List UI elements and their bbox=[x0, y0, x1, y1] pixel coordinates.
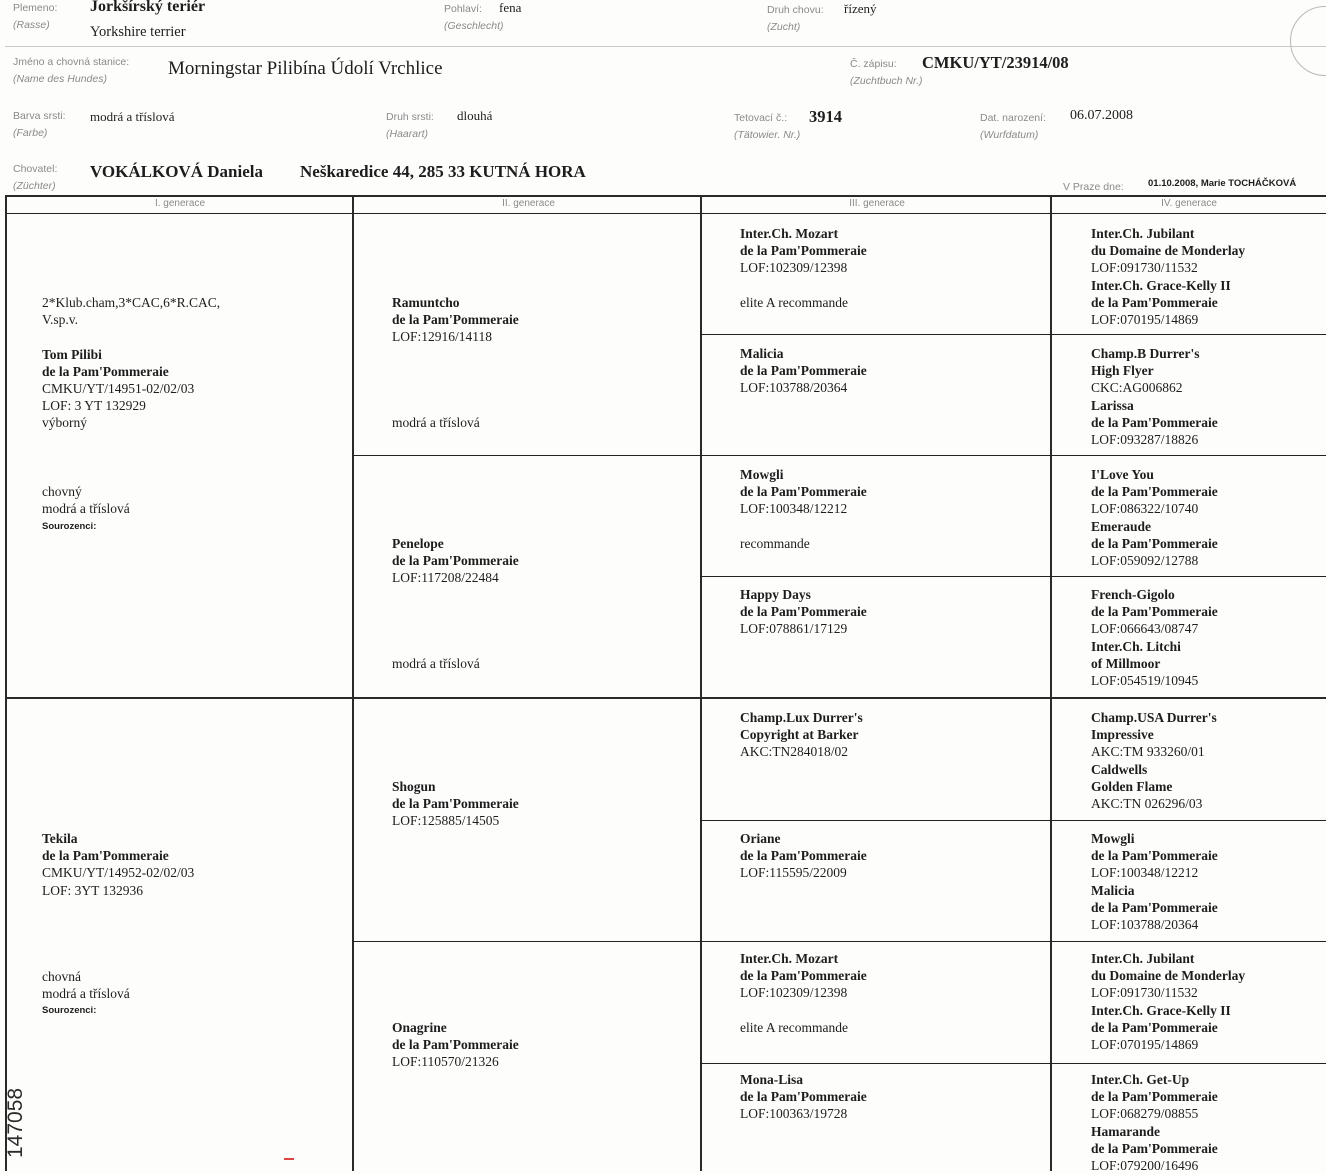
gen1-sire-siblings: Sourozenci: bbox=[42, 520, 97, 532]
gen2-dog-3-name: Shogun bbox=[392, 779, 436, 794]
gen4-pair-5 bbox=[1091, 709, 1217, 812]
gen4-pair-2-dam-name: Larissa bbox=[1091, 397, 1134, 413]
gen3-dog-6-name: Oriane bbox=[740, 831, 781, 846]
gen1-dam-kennel: de la Pam'Pommeraie bbox=[42, 848, 169, 864]
gen4-pair-8-sire-name: Inter.Ch. Get-Up bbox=[1091, 1072, 1190, 1087]
gen3-dog-4-name: Happy Days bbox=[740, 587, 811, 602]
breeding-type-label: Druh chovu: (Zucht) bbox=[767, 4, 824, 33]
gen4-pair-6-dam-name: Malicia bbox=[1091, 882, 1135, 898]
color-label: Barva srsti: (Farbe) bbox=[13, 110, 66, 139]
gen3-dog-2-reg: LOF:103788/20364 bbox=[740, 380, 848, 396]
gen2-dog-3-reg: LOF:125885/14505 bbox=[392, 813, 500, 829]
gen2-dog-4-name: Onagrine bbox=[392, 1020, 447, 1035]
gen1-dam-reg-1: CMKU/YT/14952-02/02/03 bbox=[42, 865, 195, 881]
gen4-pair-5-sire-name: Champ.USA Durrer's bbox=[1091, 710, 1217, 725]
gen2-dog-2 bbox=[392, 535, 519, 587]
birth-value: 06.07.2008 bbox=[1070, 108, 1133, 123]
gen4-pair-1-dam-reg: LOF:070195/14869 bbox=[1091, 312, 1199, 328]
tattoo-label: Tetovací č.: (Tätowier. Nr.) bbox=[734, 112, 801, 141]
gen4-pair-4-sire-kennel: de la Pam'Pommeraie bbox=[1091, 604, 1218, 620]
grid-hline-gen2-b bbox=[352, 941, 1326, 942]
gen2-dog-1 bbox=[392, 294, 519, 346]
gen4-pair-2-dam-reg: LOF:093287/18826 bbox=[1091, 432, 1199, 448]
gen3-dog-2-kennel: de la Pam'Pommeraie bbox=[740, 363, 867, 379]
gen4-pair-7-sire-reg: LOF:091730/11532 bbox=[1091, 985, 1198, 1001]
gen2-dog-4-reg: LOF:110570/21326 bbox=[392, 1054, 499, 1070]
gen3-dog-6 bbox=[740, 830, 867, 882]
gen3-dog-3-name: Mowgli bbox=[740, 467, 784, 482]
gen1-sire-reg-2: LOF: 3 YT 132929 bbox=[42, 398, 146, 414]
gen4-pair-8-dam-reg: LOF:079200/16496 bbox=[1091, 1158, 1199, 1174]
gen1-dam-name: Tekila bbox=[42, 831, 78, 846]
gen4-pair-1 bbox=[1091, 225, 1245, 328]
grid-vline-1 bbox=[352, 195, 354, 1171]
gen4-pair-4 bbox=[1091, 586, 1218, 689]
red-mark bbox=[284, 1158, 294, 1160]
gen2-dog-1-reg: LOF:12916/14118 bbox=[392, 329, 493, 345]
gen4-pair-5-sire-reg: AKC:TM 933260/01 bbox=[1091, 744, 1205, 760]
gen3-dog-5-kennel: Copyright at Barker bbox=[740, 727, 859, 743]
gen4-pair-1-sire-kennel: du Domaine de Monderlay bbox=[1091, 243, 1246, 259]
gen4-pair-8-sire-reg: LOF:068279/08855 bbox=[1091, 1106, 1199, 1122]
gen1-sire-grade: výborný bbox=[42, 415, 87, 431]
grid-vline-3 bbox=[1050, 195, 1052, 1171]
color-value: modrá a tříslová bbox=[90, 109, 175, 124]
gen1-dam bbox=[42, 830, 194, 1019]
gen-header-2: II. generace bbox=[502, 198, 555, 209]
gen3-dog-1-note: elite A recommande bbox=[740, 294, 848, 310]
gen2-dog-2-color: modrá a tříslová bbox=[392, 656, 480, 671]
dog-name-value: Morningstar Pilibína Údolí Vrchlice bbox=[168, 58, 443, 79]
official-stamp bbox=[1290, 6, 1326, 76]
gen4-pair-6-dam-reg: LOF:103788/20364 bbox=[1091, 917, 1199, 933]
gen4-pair-3-dam-reg: LOF:059092/12788 bbox=[1091, 553, 1199, 569]
gen3-dog-7-name: Inter.Ch. Mozart bbox=[740, 951, 839, 966]
gen4-pair-5-dam-name: Caldwells bbox=[1091, 761, 1148, 777]
gen4-pair-1-sire-name: Inter.Ch. Jubilant bbox=[1091, 226, 1195, 241]
gen3-dog-6-reg: LOF:115595/22009 bbox=[740, 865, 847, 881]
issued-value: 01.10.2008, Marie TOCHÁČKOVÁ bbox=[1148, 178, 1297, 189]
gen3-dog-4-reg: LOF:078861/17129 bbox=[740, 621, 848, 637]
gen4-pair-5-sire-kennel: Impressive bbox=[1091, 727, 1154, 743]
gen3-dog-1-name: Inter.Ch. Mozart bbox=[740, 226, 839, 241]
gen1-sire-color: modrá a tříslová bbox=[42, 501, 130, 517]
gen2-dog-2-reg: LOF:117208/22484 bbox=[392, 570, 499, 586]
coat-label: Druh srsti: (Haarart) bbox=[386, 111, 434, 140]
gen1-sire bbox=[42, 294, 220, 535]
gen4-pair-6-sire-reg: LOF:100348/12212 bbox=[1091, 865, 1199, 881]
gen4-pair-6-dam-kennel: de la Pam'Pommeraie bbox=[1091, 899, 1218, 915]
gen4-pair-2-sire-name: Champ.B Durrer's bbox=[1091, 346, 1200, 361]
breed-value-cz: Jorkšírský teriér bbox=[90, 0, 206, 15]
gen3-dog-1 bbox=[740, 225, 867, 311]
gen4-pair-2 bbox=[1091, 345, 1218, 448]
gen1-dam-breeding: chovná bbox=[42, 968, 81, 984]
gen1-sire-kennel: de la Pam'Pommeraie bbox=[42, 363, 169, 379]
gen4-pair-8 bbox=[1091, 1071, 1218, 1174]
name-label: Jméno a chovná stanice: (Name des Hundes) bbox=[13, 56, 130, 85]
gen3-dog-8-kennel: de la Pam'Pommeraie bbox=[740, 1089, 867, 1105]
coat-value: dlouhá bbox=[457, 108, 493, 123]
header-rule bbox=[5, 46, 1326, 47]
breeding-type-value: řízený bbox=[844, 1, 877, 16]
gen3-dog-5-name: Champ.Lux Durrer's bbox=[740, 710, 863, 725]
gen3-dog-3-note: recommande bbox=[740, 535, 810, 551]
gen4-pair-4-sire-reg: LOF:066643/08747 bbox=[1091, 621, 1199, 637]
gen2-dog-2-kennel: de la Pam'Pommeraie bbox=[392, 553, 519, 569]
gen3-dog-7-note: elite A recommande bbox=[740, 1019, 848, 1035]
gen2-dog-4-kennel: de la Pam'Pommeraie bbox=[392, 1037, 519, 1053]
sex-label: Pohlaví: (Geschlecht) bbox=[444, 3, 504, 32]
gen3-dog-7 bbox=[740, 950, 867, 1036]
gen3-dog-8-reg: LOF:100363/19728 bbox=[740, 1106, 848, 1122]
gen1-dam-reg-2: LOF: 3YT 132936 bbox=[42, 882, 144, 898]
gen4-pair-4-dam-name: Inter.Ch. Litchi bbox=[1091, 638, 1181, 654]
gen3-dog-3-kennel: de la Pam'Pommeraie bbox=[740, 484, 867, 500]
gen4-pair-3-sire-kennel: de la Pam'Pommeraie bbox=[1091, 484, 1218, 500]
gen4-pair-1-dam-name: Inter.Ch. Grace-Kelly II bbox=[1091, 277, 1231, 293]
gen4-pair-4-dam-reg: LOF:054519/10945 bbox=[1091, 673, 1199, 689]
gen3-dog-2-name: Malicia bbox=[740, 346, 784, 361]
gen2-dog-4 bbox=[392, 1019, 519, 1071]
breeder-name: VOKÁLKOVÁ Daniela bbox=[90, 162, 263, 181]
gen2-dog-1-name: Ramuntcho bbox=[392, 295, 460, 310]
grid-hline-gen2-a bbox=[352, 455, 1326, 456]
gen1-sire-reg-1: CMKU/YT/14951-02/02/03 bbox=[42, 381, 195, 396]
gen4-pair-6-sire-name: Mowgli bbox=[1091, 831, 1135, 846]
gen3-dog-2 bbox=[740, 345, 867, 397]
document-serial-number: 147058 bbox=[4, 1087, 27, 1158]
gen4-pair-2-sire-kennel: High Flyer bbox=[1091, 363, 1154, 379]
gen3-dog-4 bbox=[740, 586, 867, 638]
tattoo-value: 3914 bbox=[809, 107, 842, 126]
gen3-dog-8 bbox=[740, 1071, 867, 1123]
gen4-pair-7-sire-kennel: du Domaine de Monderlay bbox=[1091, 968, 1246, 984]
gen2-dog-3-kennel: de la Pam'Pommeraie bbox=[392, 796, 519, 812]
breed-label: Plemeno: (Rasse) bbox=[13, 2, 58, 31]
gen-header-3: III. generace bbox=[849, 198, 905, 209]
gen4-pair-8-sire-kennel: de la Pam'Pommeraie bbox=[1091, 1089, 1218, 1105]
gen2-dog-3 bbox=[392, 778, 519, 830]
gen4-pair-7-dam-reg: LOF:070195/14869 bbox=[1091, 1037, 1199, 1053]
gen3-dog-3-reg: LOF:100348/12212 bbox=[740, 501, 848, 517]
grid-hline-gen3-d bbox=[700, 1063, 1326, 1064]
gen4-pair-5-dam-kennel: Golden Flame bbox=[1091, 778, 1173, 794]
gen3-dog-7-reg: LOF:102309/12398 bbox=[740, 985, 848, 1001]
grid-hline-gen3-a bbox=[700, 334, 1326, 335]
studbook-label: Č. zápisu: (Zuchtbuch Nr.) bbox=[850, 58, 923, 87]
gen4-pair-7-sire-name: Inter.Ch. Jubilant bbox=[1091, 951, 1195, 966]
gen3-dog-1-reg: LOF:102309/12398 bbox=[740, 260, 848, 276]
breeder-address: Neškaredice 44, 285 33 KUTNÁ HORA bbox=[300, 162, 586, 181]
gen1-dam-siblings: Sourozenci: bbox=[42, 1004, 97, 1016]
gen4-pair-8-dam-kennel: de la Pam'Pommeraie bbox=[1091, 1140, 1218, 1156]
gen3-dog-8-name: Mona-Lisa bbox=[740, 1072, 804, 1087]
gen3-dog-1-kennel: de la Pam'Pommeraie bbox=[740, 243, 867, 259]
gen3-dog-5 bbox=[740, 709, 863, 761]
breed-value-en: Yorkshire terrier bbox=[90, 24, 186, 40]
issued-label: V Praze dne: bbox=[1063, 181, 1124, 193]
gen4-pair-1-dam-kennel: de la Pam'Pommeraie bbox=[1091, 294, 1218, 310]
studbook-value: CMKU/YT/23914/08 bbox=[922, 53, 1069, 72]
grid-top-rule bbox=[5, 195, 1326, 197]
gen1-dam-color: modrá a tříslová bbox=[42, 985, 130, 1001]
grid-vline-0 bbox=[5, 195, 7, 1171]
grid-vline-2 bbox=[700, 195, 702, 1171]
gen4-pair-1-sire-reg: LOF:091730/11532 bbox=[1091, 260, 1198, 276]
gen4-pair-3 bbox=[1091, 466, 1218, 569]
gen3-dog-5-reg: AKC:TN284018/02 bbox=[740, 744, 848, 760]
gen-header-4: IV. generace bbox=[1161, 198, 1217, 209]
gen4-pair-2-sire-reg: CKC:AG006862 bbox=[1091, 380, 1183, 396]
gen1-sire-name: Tom Pilibi bbox=[42, 346, 102, 362]
gen4-pair-2-dam-kennel: de la Pam'Pommeraie bbox=[1091, 414, 1218, 430]
gen2-dog-1-color: modrá a tříslová bbox=[392, 415, 480, 430]
sex-value: fena bbox=[499, 0, 522, 15]
gen1-sire-title-1: 2*Klub.cham,3*CAC,6*R.CAC, bbox=[42, 295, 221, 310]
gen2-dog-1-kennel: de la Pam'Pommeraie bbox=[392, 312, 519, 328]
gen4-pair-7-dam-name: Inter.Ch. Grace-Kelly II bbox=[1091, 1002, 1231, 1018]
gen4-pair-6 bbox=[1091, 830, 1218, 933]
gen4-pair-5-dam-reg: AKC:TN 026296/03 bbox=[1091, 796, 1203, 812]
gen4-pair-8-dam-name: Hamarande bbox=[1091, 1123, 1160, 1139]
gen2-dog-2-name: Penelope bbox=[392, 536, 444, 551]
gen3-dog-4-kennel: de la Pam'Pommeraie bbox=[740, 604, 867, 620]
gen4-pair-4-sire-name: French-Gigolo bbox=[1091, 587, 1175, 602]
gen1-sire-title-2: V.sp.v. bbox=[42, 312, 79, 328]
breeder-label: Chovatel: (Züchter) bbox=[13, 163, 58, 192]
gen3-dog-3 bbox=[740, 466, 867, 552]
gen4-pair-7 bbox=[1091, 950, 1245, 1053]
birth-label: Dat. narození: (Wurfdatum) bbox=[980, 112, 1046, 141]
gen3-dog-7-kennel: de la Pam'Pommeraie bbox=[740, 968, 867, 984]
gen4-pair-3-sire-name: I'Love You bbox=[1091, 467, 1154, 482]
gen4-pair-4-dam-kennel: of Millmoor bbox=[1091, 655, 1161, 671]
gen4-pair-7-dam-kennel: de la Pam'Pommeraie bbox=[1091, 1019, 1218, 1035]
gen-header-1: I. generace bbox=[154, 198, 206, 209]
grid-hline-gen3-c bbox=[700, 820, 1326, 821]
gen4-pair-3-sire-reg: LOF:086322/10740 bbox=[1091, 501, 1199, 517]
gen1-sire-breeding: chovný bbox=[42, 484, 82, 500]
gen4-pair-3-dam-name: Emeraude bbox=[1091, 518, 1151, 534]
gen4-pair-6-sire-kennel: de la Pam'Pommeraie bbox=[1091, 848, 1218, 864]
gen3-dog-6-kennel: de la Pam'Pommeraie bbox=[740, 848, 867, 864]
grid-gen-header-rule bbox=[5, 213, 1326, 214]
gen4-pair-3-dam-kennel: de la Pam'Pommeraie bbox=[1091, 535, 1218, 551]
grid-hline-gen1 bbox=[5, 697, 1326, 699]
grid-hline-gen3-b bbox=[700, 576, 1326, 577]
